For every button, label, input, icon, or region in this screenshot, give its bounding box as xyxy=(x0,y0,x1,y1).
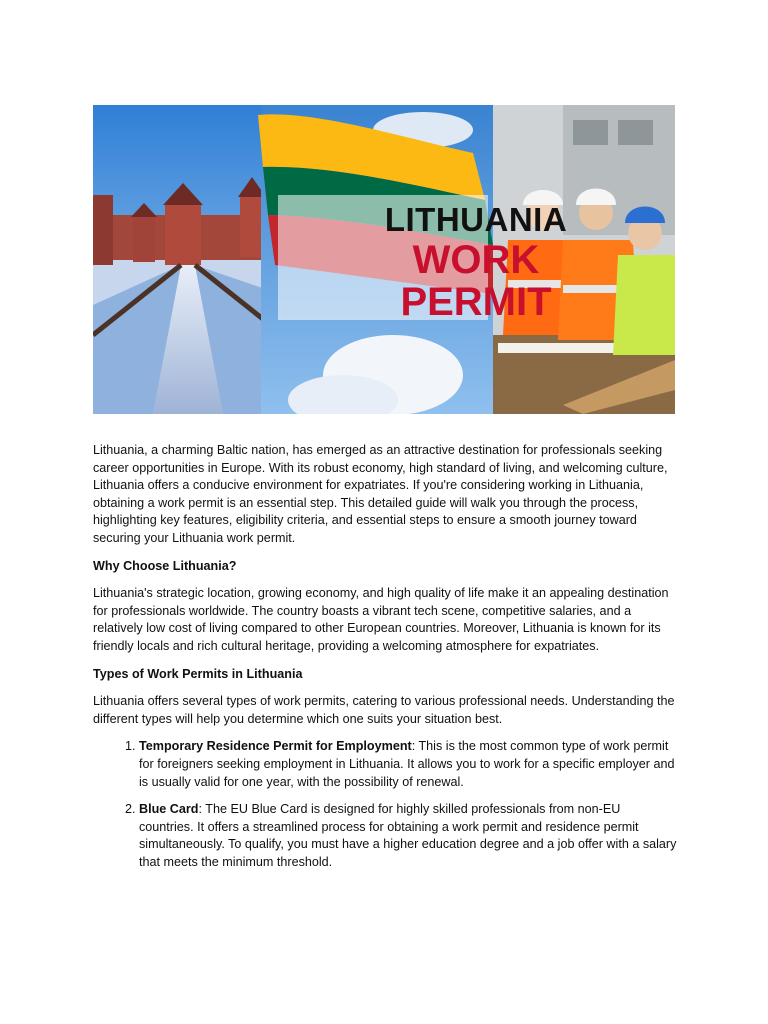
article-body xyxy=(93,442,678,881)
banner-title-line2: WORK xyxy=(412,238,540,282)
section-paragraph-types: Lithuania offers several types of work permits, catering to various professional needs. Understanding the different types will help you determine which one suits your situation best. xyxy=(93,694,675,726)
section-heading-why: Why Choose Lithuania? xyxy=(93,558,237,573)
section-heading-types: Types of Work Permits in Lithuania xyxy=(93,666,303,681)
permit-types-list xyxy=(93,738,678,871)
list-item-title: Temporary Residence Permit for Employment xyxy=(139,739,412,754)
list-item-text: : The EU Blue Card is designed for highly skilled professionals from non-EU countries. It offers a streamlined process for obtaining a work permit and residence permit simultaneously. To qualify, you must have a higher education degree and a job offer with a salary that meets the minimum threshold. xyxy=(139,802,677,869)
banner-title-line3: PERMIT xyxy=(400,280,552,324)
intro-paragraph: Lithuania, a charming Baltic nation, has emerged as an attractive destination for professionals seeking career opportunities in Europe. With its robust economy, high standard of living, and welcoming culture, Lithuania offers a conducive environment for expatriates. If you're considering working in Lithuania, obtaining a work permit is an essential step. This detailed guide will walk you through the process, highlighting key features, eligibility criteria, and essential steps to ensure a smooth journey toward securing your Lithuania work permit. xyxy=(93,443,668,545)
list-item-title: Blue Card xyxy=(139,802,199,817)
banner-title-line1: LITHUANIA xyxy=(384,201,568,238)
section-paragraph-why: Lithuania's strategic location, growing economy, and high quality of life make it an appealing destination for professionals worldwide. The country boasts a vibrant tech scene, competitive salaries, and a relatively low cost of living compared to other European countries. Moreover, Lithuania is known for its friendly locals and rich cultural heritage, providing a welcoming atmosphere for expatriates. xyxy=(93,586,669,653)
banner-image xyxy=(93,105,675,414)
list-item xyxy=(139,801,678,871)
list-item-text: : This is the most common type of work permit for foreigners seeking employment in Lithuania. It allows you to work for a specific employer and is usually valid for one year, with the possibility of renewal. xyxy=(139,739,675,789)
list-item xyxy=(139,738,678,791)
banner-title xyxy=(361,203,591,322)
